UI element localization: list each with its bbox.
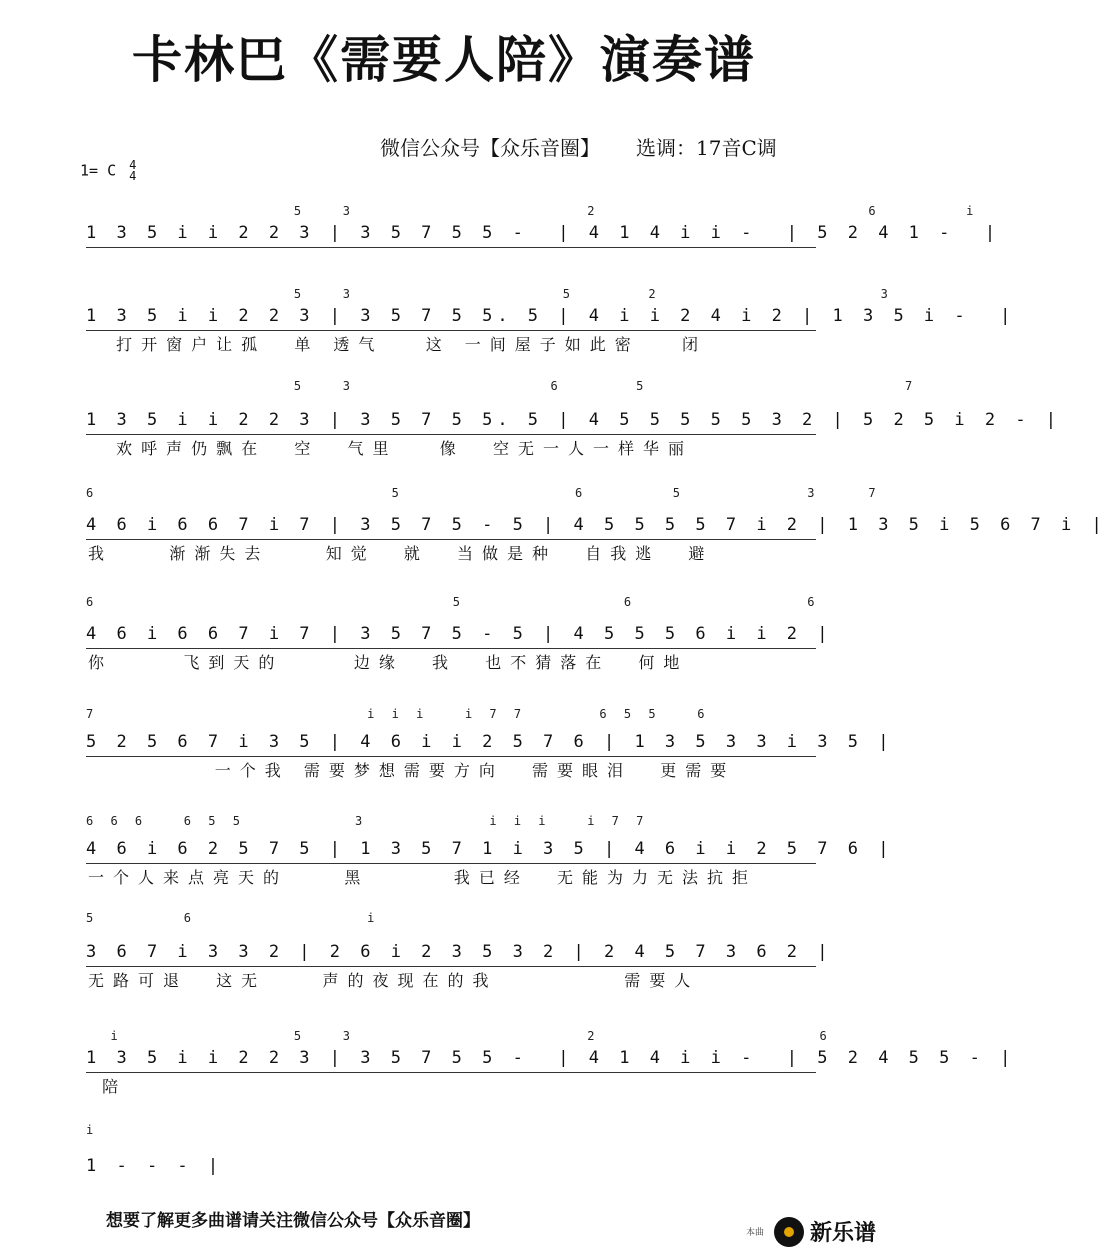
beam-line	[86, 247, 816, 249]
lyrics-row: 一个人来点亮天的 黑 我已经 无能为力无法抗拒	[88, 868, 758, 887]
score-line-4	[0, 486, 1107, 597]
notes-row: 5 2 5 6 7 i 3 5 | 4 6 i i 2 5 7 6 | 1 3 5 3 3 i 3 5 |	[86, 732, 894, 752]
score-subtitle	[380, 132, 777, 161]
lyrics-row: 打开窗户让孤 单 透气 这 一间屋子如此密 闭	[88, 335, 708, 354]
notes-row: 1 3 5 i i 2 2 3 | 3 5 7 5 5. 5 | 4 5 5 5 5 5 3 2 | 5 2 5 i 2 - |	[86, 410, 1062, 430]
upper-notes: 6 5 6 6	[86, 595, 820, 609]
upper-notes: i 5 3 2 6	[86, 1029, 832, 1043]
lyrics-row: 陪	[88, 1077, 128, 1096]
score-line-6	[0, 707, 894, 818]
score-line-7	[0, 814, 894, 925]
key-label: 1= C	[80, 161, 117, 180]
page-title: 卡林巴《需要人陪》演奏谱	[132, 31, 756, 89]
upper-notes: 7 i i i i 7 7 6 5 5 6	[86, 707, 710, 721]
notes-row: 4 6 i 6 6 7 i 7 | 3 5 7 5 - 5 | 4 5 5 5 5 7 i 2 | 1 3 5 i 5 6 7 i |	[86, 515, 1107, 535]
lyrics-row: 一个我 需要梦想需要方向 需要眼泪 更需要	[88, 761, 736, 780]
lyrics-row: 欢呼声仍飘在 空 气里 像 空无一人一样华丽	[88, 439, 693, 458]
score-line-3	[0, 379, 1062, 490]
upper-notes: 6 6 6 6 5 5 3 i i i i 7 7	[86, 814, 649, 828]
record-icon	[774, 1217, 804, 1247]
upper-notes: 5 6 i	[86, 911, 380, 925]
account-label: 微信公众号【众乐音圈】	[380, 136, 600, 160]
notes-row: 1 3 5 i i 2 2 3 | 3 5 7 5 5 - | 4 1 4 i i - | 5 2 4 5 5 - |	[86, 1048, 1016, 1068]
notes-row: 3 6 7 i 3 3 2 | 2 6 i 2 3 5 3 2 | 2 4 5 7 3 6 2 |	[86, 942, 833, 962]
tuning-label: 选调：17音C调	[636, 136, 777, 160]
notes-row: 1 3 5 i i 2 2 3 | 3 5 7 5 5 - | 4 1 4 i i - | 5 2 4 1 - |	[86, 223, 1001, 243]
lyrics-row: 你 飞到天的 边缘 我 也不猜落在 何地	[88, 653, 689, 672]
lyrics-row: 我 渐渐失去 知觉 就 当做是种 自我逃 避	[88, 544, 714, 563]
key-signature	[80, 160, 136, 182]
upper-notes: 5 3 5 2 3	[86, 287, 893, 301]
time-signature	[129, 160, 136, 182]
notes-row: 4 6 i 6 2 5 7 5 | 1 3 5 7 1 i 3 5 | 4 6 i i 2 5 7 6 |	[86, 839, 894, 859]
time-top: 4	[129, 158, 137, 172]
brand-name: 新乐谱	[809, 1221, 876, 1246]
notes-row: 1 3 5 i i 2 2 3 | 3 5 7 5 5. 5 | 4 i i 2 4 i 2 | 1 3 5 i - |	[86, 306, 1016, 326]
upper-notes: 5 3 2 6 i	[86, 204, 979, 218]
score-line-8	[0, 912, 888, 1022]
brand-logo	[746, 1216, 876, 1247]
lyrics-row: 无路可退 这无 声的夜现在的我 需要人	[88, 971, 700, 990]
score-line-5	[0, 596, 888, 706]
notes-row: 1 - - - |	[86, 1156, 224, 1176]
footer-note: 想要了解更多曲谱请关注微信公众号【众乐音圈】	[106, 1211, 480, 1231]
brand-small-text: 本曲	[745, 1228, 764, 1238]
upper-notes: i	[86, 1123, 99, 1137]
upper-notes: 6 5 6 5 3 7	[86, 486, 881, 500]
time-bottom: 4	[129, 169, 137, 183]
upper-notes: 5 3 6 5 7	[86, 379, 918, 393]
notes-row: 4 6 i 6 6 7 i 7 | 3 5 7 5 - 5 | 4 5 5 5 6 i i 2 |	[86, 624, 833, 644]
